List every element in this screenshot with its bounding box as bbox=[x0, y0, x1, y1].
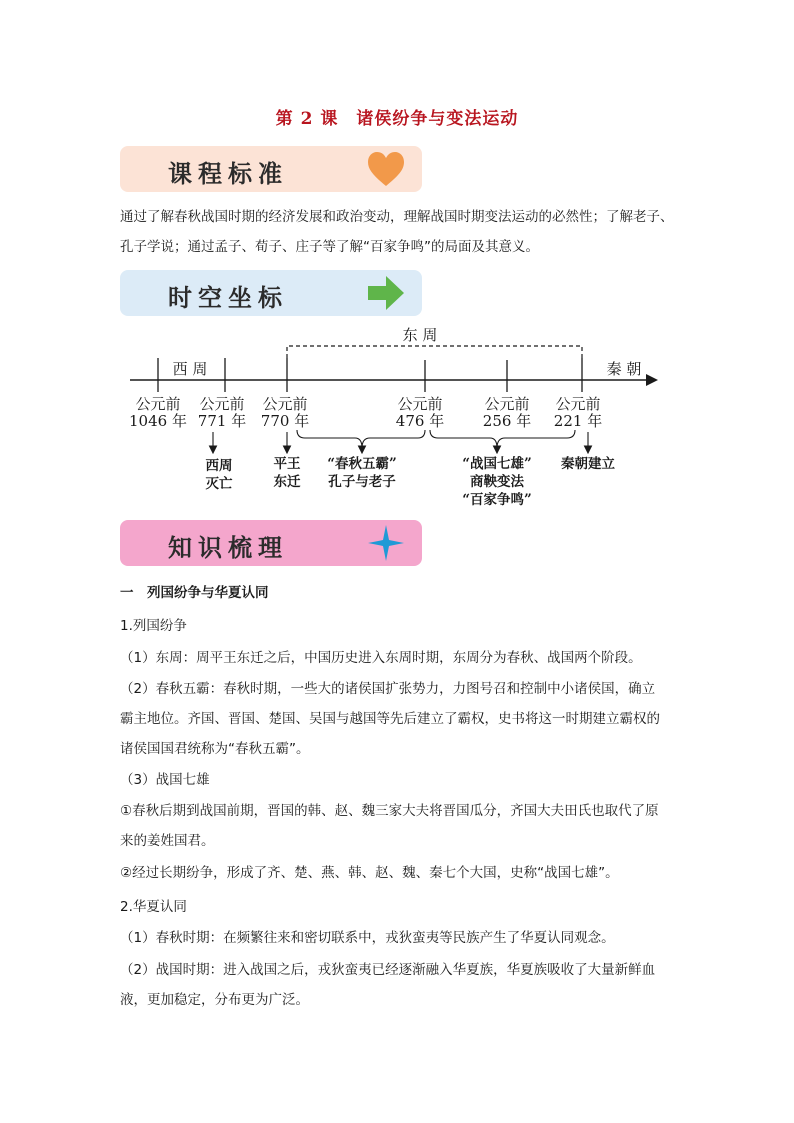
event-text: 商鞅变法 bbox=[470, 474, 524, 490]
paragraph: 液，更加稳定，分布更为广泛。 bbox=[120, 992, 309, 1008]
tick-year: 256 年 bbox=[482, 412, 532, 430]
banner-label: 知识梳理 bbox=[168, 534, 288, 562]
event-text: 孔子与老子 bbox=[328, 474, 396, 490]
tick-label: 公元前 bbox=[555, 395, 601, 413]
tick-label: 公元前 bbox=[135, 395, 181, 413]
paragraph: ①春秋后期到战国前期，晋国的韩、赵、魏三家大夫将晋国瓜分，齐国大夫田氏也取代了原 bbox=[120, 803, 659, 819]
tick-label: 公元前 bbox=[262, 395, 308, 413]
paragraph: 诸侯国国君统称为“春秋五霸”。 bbox=[120, 741, 310, 757]
era-qin: 秦 朝 bbox=[606, 360, 642, 378]
paragraph: 霸主地位。齐国、晋国、楚国、吴国与越国等先后建立了霸权，史书将这一时期建立霸权的 bbox=[120, 711, 660, 727]
banner-label: 课程标准 bbox=[168, 160, 288, 188]
event-text: “百家争鸣” bbox=[462, 492, 532, 508]
event-text: 秦朝建立 bbox=[561, 456, 615, 472]
paragraph: （1）春秋时期：在频繁往来和密切联系中，戎狄蛮夷等民族产生了华夏认同观念。 bbox=[120, 930, 615, 946]
event-text: 东迁 bbox=[273, 474, 301, 490]
subheading: 2.华夏认同 bbox=[120, 899, 187, 915]
paragraph: （2）春秋五霸：春秋时期，一些大的诸侯国扩张势力，力图号召和控制中小诸侯国，确立 bbox=[120, 681, 656, 697]
standard-text: 通过了解春秋战国时期的经济发展和政治变动，理解战国时期变法运动的必然性；了解老子、孔子学说；通过孟子、荀子、庄子等了解“百家争鸣”的局面及其意义。 bbox=[120, 209, 674, 255]
event-text: 西周 bbox=[205, 458, 233, 474]
tick-year: 770 年 bbox=[260, 412, 310, 430]
paragraph: （1）东周：周平王东迁之后，中国历史进入东周时期，东周分为春秋、战国两个阶段。 bbox=[120, 650, 642, 666]
tick-year: 476 年 bbox=[395, 412, 445, 430]
era-west-zhou: 西 周 bbox=[172, 360, 208, 378]
tick-year: 1046 年 bbox=[129, 412, 187, 430]
banner-label: 时空坐标 bbox=[168, 284, 288, 312]
subheading: 1.列国纷争 bbox=[120, 618, 187, 634]
paragraph: 来的姜姓国君。 bbox=[120, 833, 215, 849]
event-text: 平王 bbox=[273, 456, 301, 472]
event-text: 灭亡 bbox=[205, 476, 233, 492]
paragraph: ②经过长期纷争，形成了齐、楚、燕、韩、赵、魏、秦七个大国，史称“战国七雄”。 bbox=[120, 865, 619, 881]
event-text: “春秋五霸” bbox=[327, 456, 397, 472]
tick-label: 公元前 bbox=[397, 395, 443, 413]
tick-label: 公元前 bbox=[199, 395, 245, 413]
page-title: 第 2 课 诸侯纷争与变法运动 bbox=[275, 109, 519, 129]
paragraph: （3）战国七雄 bbox=[120, 772, 210, 788]
paragraph: （2）战国时期：进入战国之后，戎狄蛮夷已经逐渐融入华夏族，华夏族吸收了大量新鲜血 bbox=[120, 962, 656, 978]
tick-label: 公元前 bbox=[484, 395, 530, 413]
sparkle-icon bbox=[366, 524, 406, 562]
event-text: “战国七雄” bbox=[462, 456, 532, 472]
era-east-zhou: 东 周 bbox=[402, 326, 438, 344]
section-heading: 一 列国纷争与华夏认同 bbox=[120, 585, 269, 601]
banner-knowledge-review bbox=[120, 520, 422, 566]
tick-year: 771 年 bbox=[197, 412, 247, 430]
tick-year: 221 年 bbox=[553, 412, 603, 430]
